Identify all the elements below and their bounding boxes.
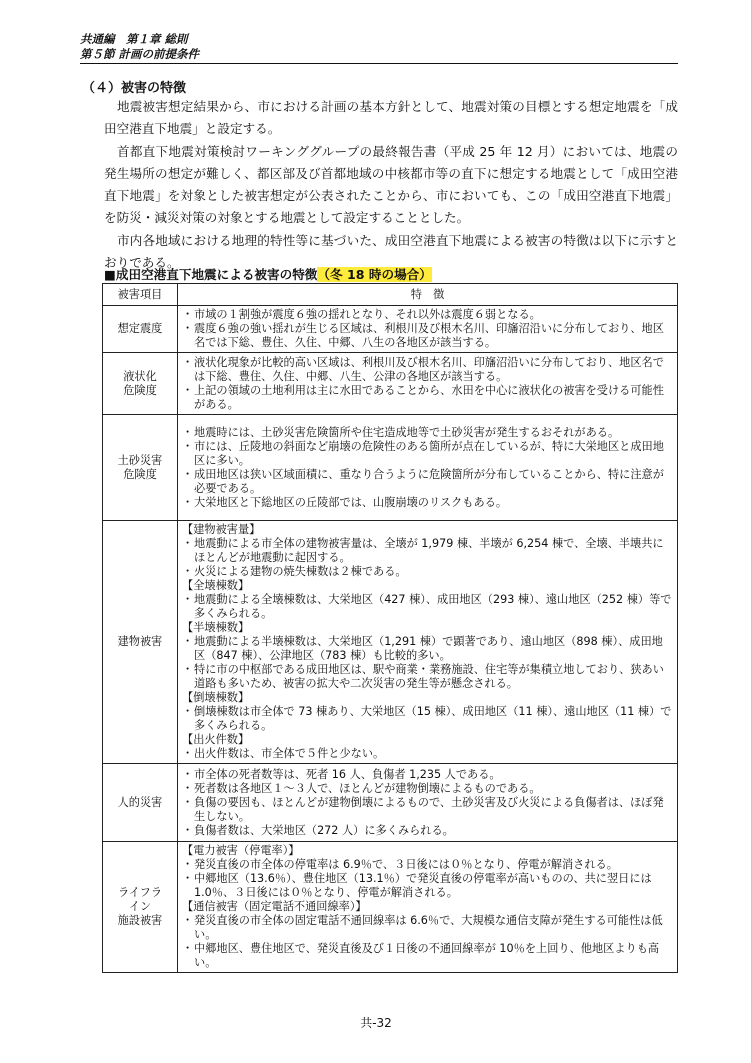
- header-section: 第５節 計画の前提条件: [80, 47, 200, 61]
- bullet: ・ 発災直後の市全体の固定電話不通回線率は 6.6％で、大規模な通信支障が発生する可能性は低い。: [182, 914, 673, 942]
- bullet: ・ 倒壊棟数は市全体で 73 棟あり、大栄地区（15 棟）、成田地区（11 棟）、遠山地区（11 棟）で多くみられる。: [182, 705, 673, 733]
- subheading: 【半壊棟数】: [182, 621, 250, 634]
- row-features: [178, 521, 678, 764]
- table-row: [103, 306, 678, 353]
- row-features: [178, 415, 678, 521]
- bullet: ・ 市全体の死者数等は、死者 16 人、負傷者 1,235 人である。: [182, 768, 673, 782]
- row-features: [178, 306, 678, 353]
- subheading: 【通信被害（固定電話不通回線率）】: [182, 900, 367, 913]
- subheading: 【全壊棟数】: [182, 579, 250, 592]
- bullet: ・ 発災直後の市全体の停電率は 6.9％で、３日後には０％となり、停電が解消される。: [182, 858, 673, 872]
- row-features: [178, 764, 678, 842]
- page-number: 共-32: [360, 1016, 392, 1030]
- row-item: 想定震度: [103, 306, 178, 353]
- paragraph: 首都直下地震対策検討ワーキンググループの最終報告書（平成 25 年 12 月）においては、地震の発生場所の想定が難しく、都区部及び首都地域の中核都市等の直下に想定する地震として「成田空港直下地震」を対象とした被害想定が公表されたことから、市においても、この「成田空港直下地震」を防災・減災対策の対象とする地震として設定することとした。: [104, 143, 678, 226]
- column-header-item: 被害項目: [103, 284, 178, 306]
- bullet: ・ 中郷地区、豊住地区で、発災直後及び１日後の不通回線率が 10％を上回り、他地区よりも高い。: [182, 942, 673, 970]
- bullet: ・ 市には、丘陵地の斜面など崩壊の危険性のある箇所が点在しているが、特に大栄地区と成田地区に多い。: [182, 440, 673, 468]
- table-row: [103, 842, 678, 973]
- bullet: ・ 負傷の要因も、ほとんどが建物倒壊によるもので、土砂災害及び火災による負傷者は、ほぼ発生しない。: [182, 796, 673, 824]
- bullet: ・ 中郷地区（13.6％）、豊住地区（13.1％）で発災直後の停電率が高いものの、共に翌日には 1.0％、３日後には０％となり、停電が解消される。: [182, 872, 673, 900]
- bullet: ・ 地震時には、土砂災害危険箇所や住宅造成地等で土砂災害が発生するおそれがある。: [182, 426, 673, 440]
- row-features: [178, 842, 678, 973]
- bullet: ・ 出火件数は、市全体で５件と少ない。: [182, 747, 673, 761]
- paragraph: 市内各地域における地理的特性等に基づいた、成田空港直下地震による被害の特徴は以下に示すとおりである。: [104, 232, 679, 271]
- table-row: [103, 353, 678, 415]
- row-item: ライフラ イン 施設被害: [103, 842, 178, 973]
- table-row: [103, 764, 678, 842]
- subheading: 【建物被害量】: [182, 523, 261, 536]
- bullet: ・ 火災による建物の焼失棟数は２棟である。: [182, 565, 673, 579]
- row-item: 土砂災害 危険度: [103, 415, 178, 521]
- bullet: ・ 上記の領域の土地利用は主に水田であることから、水田を中心に液状化の被害を受ける可能性がある。: [182, 384, 673, 412]
- bullet: ・ 特に市の中枢部である成田地区は、駅や商業・業務施設、住宅等が集積立地しており、狭あい道路も多いため、被害の拡大や二次災害の発生等が懸念される。: [182, 663, 673, 691]
- bullet: ・ 地震動による市全体の建物被害量は、全壊が 1,979 棟、半壊が 6,254 棟で、全壊、半壊共にほとんどが地震動に起因する。: [182, 537, 673, 565]
- table-title-main: ■成田空港直下地震による被害の特徴: [104, 267, 318, 282]
- table-row: [103, 521, 678, 764]
- subheading: 【電力被害（停電率）】: [182, 844, 300, 857]
- paragraph: 地震被害想定結果から、市における計画の基本方針として、地震対策の目標とする想定地震を「成田空港直下地震」と設定する。: [104, 99, 678, 137]
- bullet: ・ 死者数は各地区１～３人で、ほとんどが建物倒壊によるものである。: [182, 782, 673, 796]
- bullet: ・ 成田地区は狭い区域面積に、重なり合うように危険箇所が分布していることから、特に注意が必要である。: [182, 468, 673, 496]
- row-item: 建物被害: [103, 521, 178, 764]
- damage-table: [102, 283, 678, 973]
- table-row: [103, 415, 678, 521]
- intro-text: [104, 96, 678, 274]
- subheading: 【倒壊棟数】: [182, 691, 250, 704]
- table-title: [104, 264, 432, 283]
- row-features: [178, 353, 678, 415]
- bullet: ・ 市域の１割強が震度６強の揺れとなり、それ以外は震度６弱となる。: [182, 308, 673, 322]
- bullet: ・ 負傷者数は、大栄地区（272 人）に多くみられる。: [182, 824, 673, 838]
- bullet: ・ 大栄地区と下総地区の丘陵部では、山腹崩壊のリスクもある。: [182, 496, 673, 510]
- bullet: ・ 液状化現象が比較的高い区域は、利根川及び根木名川、印旛沼沿いに分布しており、地区名では下総、豊住、久住、中郷、八生、公津の各地区が該当する。: [182, 356, 673, 384]
- running-header: [80, 32, 680, 62]
- table-title-highlight: （冬 18 時の場合）: [317, 267, 432, 282]
- bullet: ・ 地震動による半壊棟数は、大栄地区（1,291 棟）で顕著であり、遠山地区（898 棟）、成田地区（847 棟）、公津地区（783 棟）も比較的多い。: [182, 635, 673, 663]
- bullet: ・ 震度６強の強い揺れが生じる区域は、利根川及び根木名川、印旛沼沿いに分布しており、地区名では下総、豊住、久住、中郷、八生の各地区が該当する。: [182, 322, 673, 350]
- table-header-row: [103, 284, 678, 306]
- section-heading: （４）被害の特徴: [82, 81, 187, 96]
- bullet: ・ 地震動による全壊棟数は、大栄地区（427 棟）、成田地区（293 棟）、遠山地区（252 棟）等で多くみられる。: [182, 593, 673, 621]
- row-item: 人的災害: [103, 764, 178, 842]
- header-chapter: 共通編 第１章 総則: [80, 32, 188, 46]
- row-item: 液状化 危険度: [103, 353, 178, 415]
- column-header-features: 特 徴: [178, 284, 678, 306]
- header-rule: [80, 63, 678, 64]
- subheading: 【出火件数】: [182, 733, 250, 746]
